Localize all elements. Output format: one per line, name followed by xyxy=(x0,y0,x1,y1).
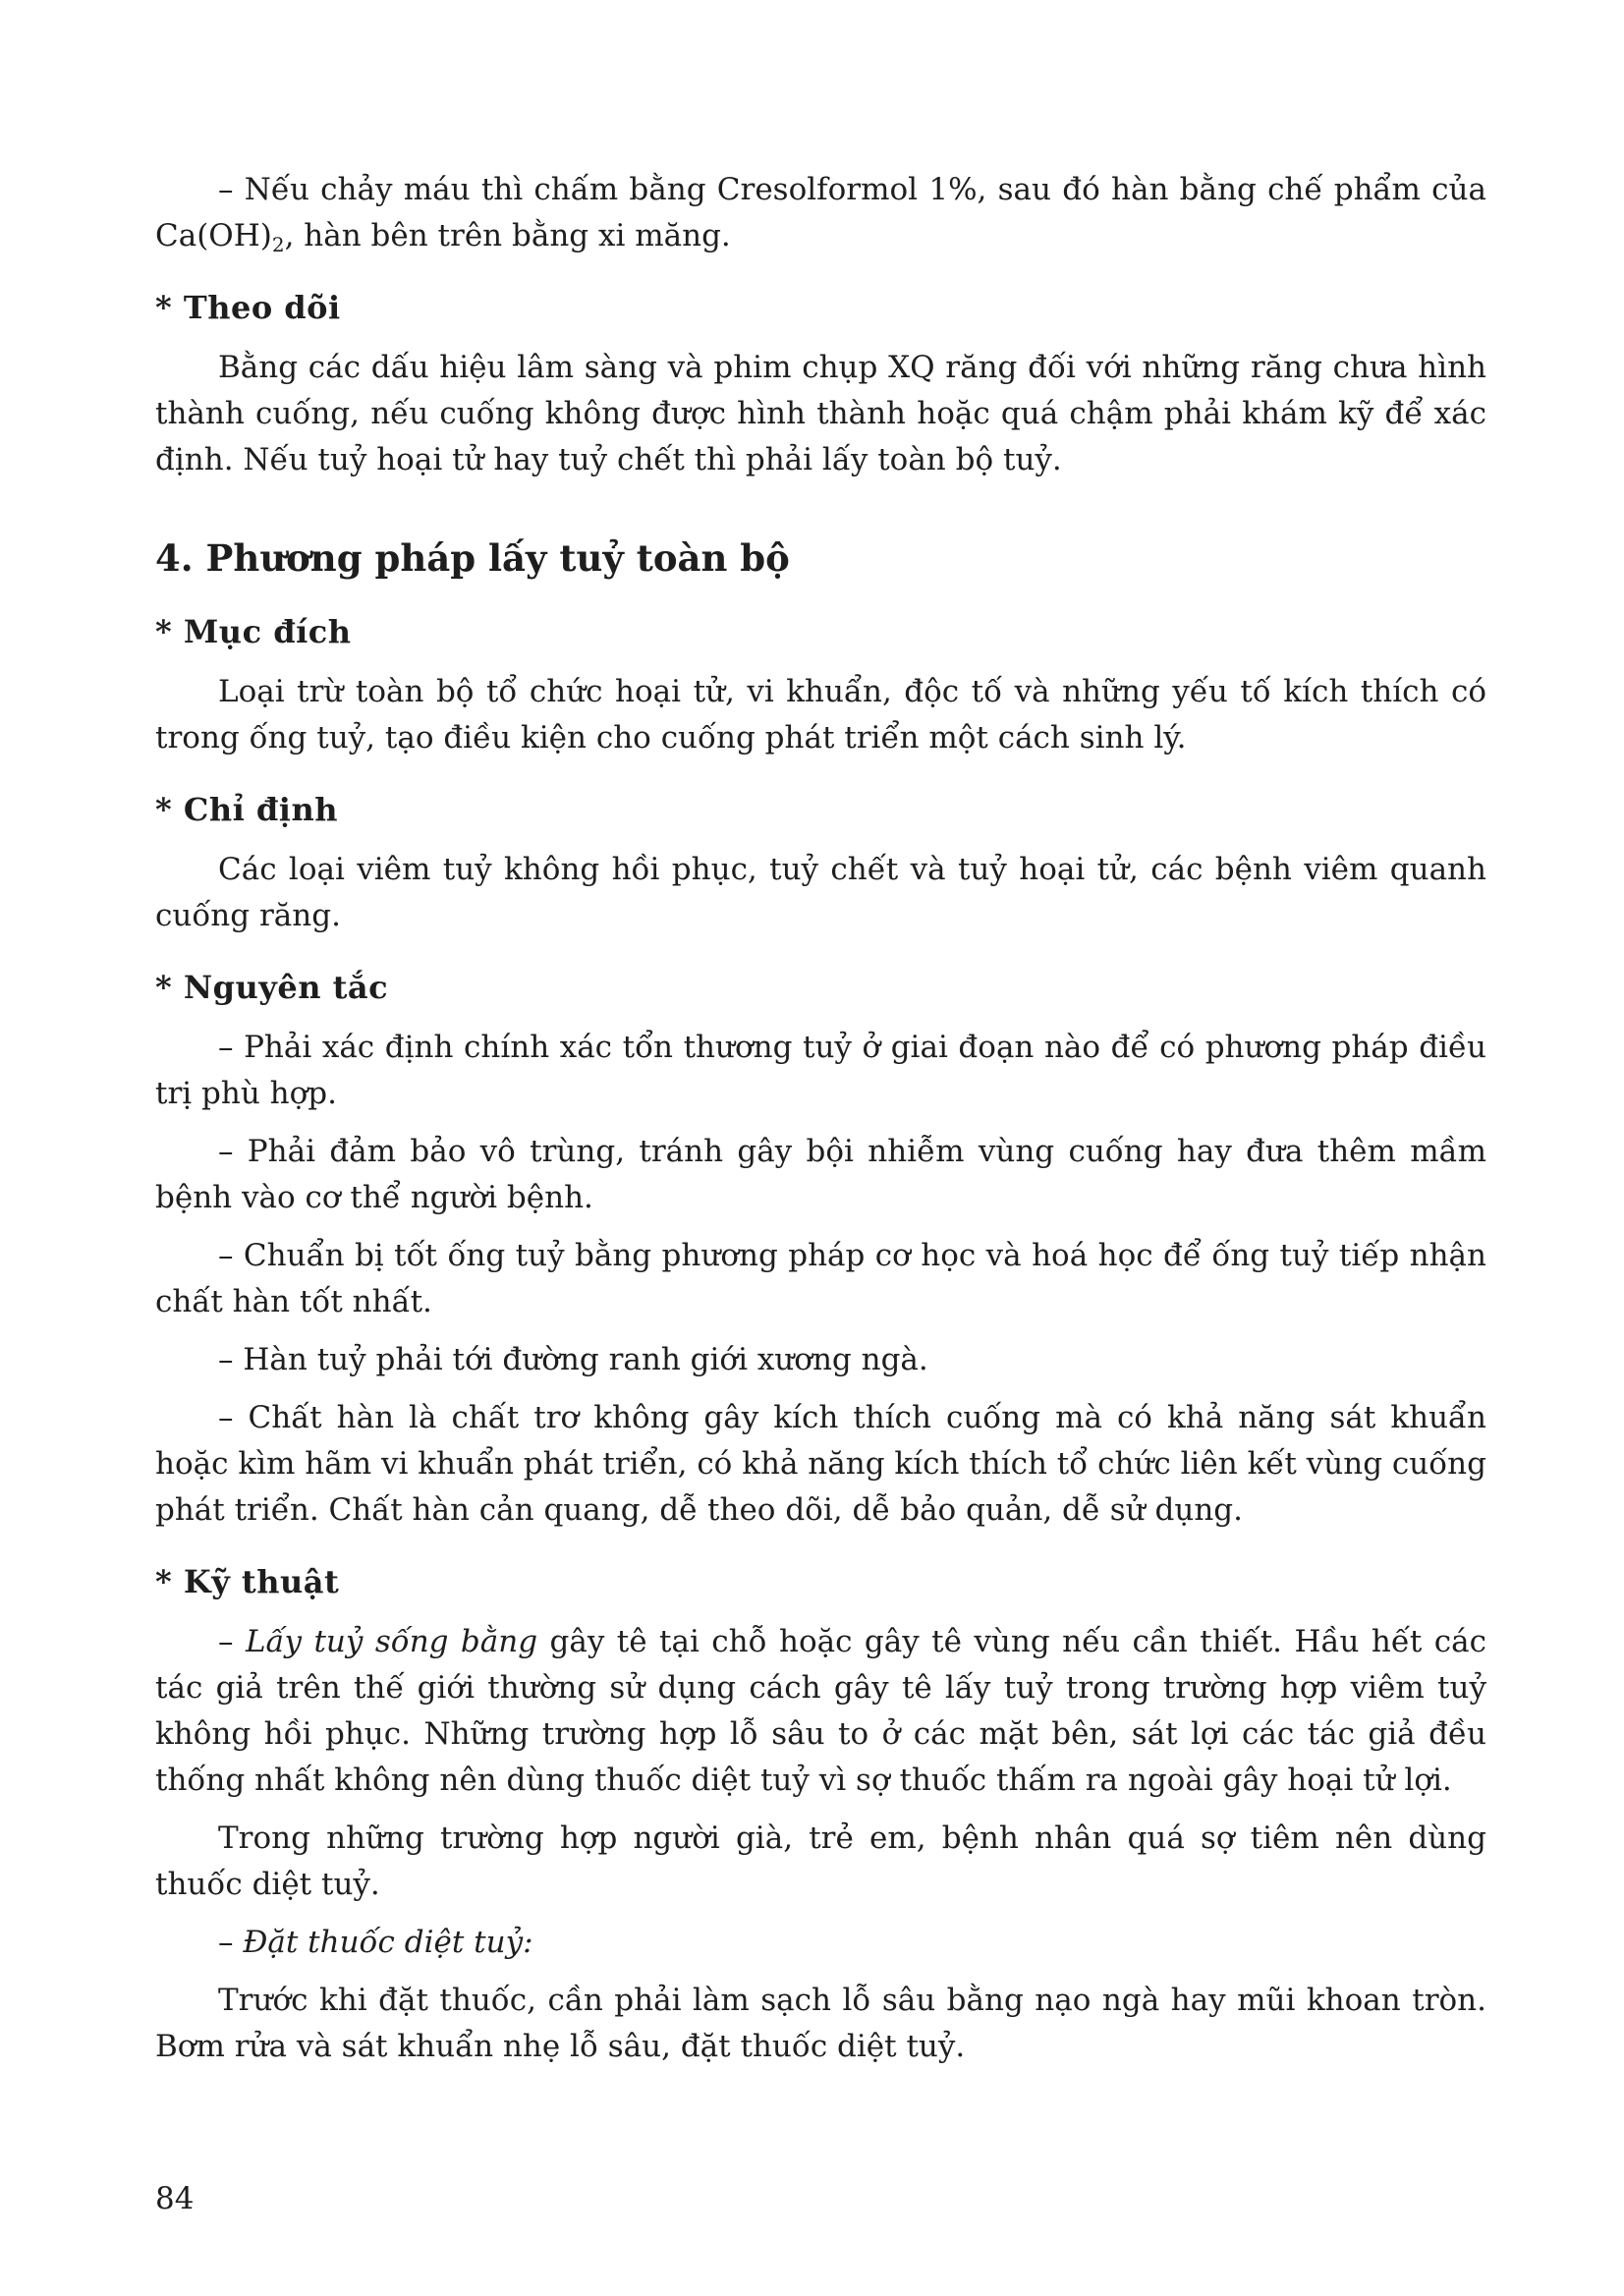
paragraph-ky-thuat-2: Trong những trường hợp người già, trẻ em, bệnh nhân quá sợ tiêm nên dùng thuốc diệt tuỷ. xyxy=(155,1820,1486,1902)
paragraph-chi-dinh: Các loại viêm tuỷ không hồi phục, tuỷ chết và tuỷ hoại tử, các bệnh viêm quanh cuống răng. xyxy=(155,852,1486,933)
paragraph-bleeding-treatment xyxy=(155,167,1486,259)
section-title-4: 4. Phương pháp lấy tuỷ toàn bộ xyxy=(155,536,790,580)
paragraph-ky-thuat-1-part-0: – xyxy=(218,1624,246,1659)
paragraph-ky-thuat-1-part-2: gây tê tại chỗ hoặc gây tê vùng nếu cần thiết. Hầu hết các tác giả trên thế giới thường sử dụng cách gây tê lấy tuỷ trong trường hợp viêm tuỷ không hồi phục. Những trường hợp lỗ sâu to ở các mặt bên, sát lợi các tác giả đều thống nhất không nên dùng thuốc diệt tuỷ vì sợ thuốc thấm ra ngoài gây hoại tử lợi. xyxy=(155,1624,1486,1798)
paragraph-ky-thuat-3-part-1: Đặt thuốc diệt tuỷ: xyxy=(243,1925,533,1960)
paragraph-bleeding-treatment-part-0: – Nếu chảy máu thì chấm bằng Cresolformol 1%, sau đó hàn bằng chế phẩm của Ca(OH) xyxy=(155,172,1486,253)
paragraph-ky-thuat-1-part-1: Lấy tuỷ sống bằng xyxy=(245,1624,538,1659)
paragraph-nguyen-tac-4: – Hàn tuỷ phải tới đường ranh giới xương ngà. xyxy=(218,1342,928,1377)
paragraph-muc-dich: Loại trừ toàn bộ tổ chức hoại tử, vi khuẩn, độc tố và những yếu tố kích thích có trong ống tuỷ, tạo điều kiện cho cuống phát triển một cách sinh lý. xyxy=(155,674,1486,756)
heading-chi-dinh: * Chỉ định xyxy=(155,791,338,828)
heading-nguyen-tac: * Nguyên tắc xyxy=(155,969,389,1006)
paragraph-bleeding-treatment-part-1: 2 xyxy=(271,233,285,256)
paragraph-nguyen-tac-2: – Phải đảm bảo vô trùng, tránh gây bội nhiễm vùng cuống hay đưa thêm mầm bệnh vào cơ thể người bệnh. xyxy=(155,1134,1486,1215)
paragraph-ky-thuat-1 xyxy=(155,1619,1486,1804)
paragraph-nguyen-tac-1: – Phải xác định chính xác tổn thương tuỷ ở giai đoạn nào để có phương pháp điều trị phù hợp. xyxy=(155,1030,1486,1111)
paragraph-nguyen-tac-5: – Chất hàn là chất trơ không gây kích thích cuống mà có khả năng sát khuẩn hoặc kìm hãm vi khuẩn phát triển, có khả năng kích thích tổ chức liên kết vùng cuống phát triển. Chất hàn cản quang, dễ theo dõi, dễ bảo quản, dễ sử dụng. xyxy=(155,1400,1486,1528)
heading-theo-doi: * Theo dõi xyxy=(155,289,341,326)
heading-muc-dich: * Mục đích xyxy=(155,613,352,650)
paragraph-nguyen-tac-3: – Chuẩn bị tốt ống tuỷ bằng phương pháp cơ học và hoá học để ống tuỷ tiếp nhận chất hàn tốt nhất. xyxy=(155,1238,1486,1319)
paragraph-theo-doi: Bằng các dấu hiệu lâm sàng và phim chụp XQ răng đối với những răng chưa hình thành cuống, nếu cuống không được hình thành hoặc quá chậm phải khám kỹ để xác định. Nếu tuỷ hoại tử hay tuỷ chết thì phải lấy toàn bộ tuỷ. xyxy=(155,350,1486,477)
page-content xyxy=(155,167,1486,2070)
paragraph-ky-thuat-3-part-0: – xyxy=(218,1925,244,1960)
page-number: 84 xyxy=(155,2181,195,2216)
paragraph-bleeding-treatment-part-2: , hàn bên trên bằng xi măng. xyxy=(284,218,731,253)
heading-ky-thuat: * Kỹ thuật xyxy=(155,1563,340,1600)
paragraph-ky-thuat-3 xyxy=(155,1920,1486,1966)
paragraph-ky-thuat-4: Trước khi đặt thuốc, cần phải làm sạch lỗ sâu bằng nạo ngà hay mũi khoan tròn. Bơm rửa và sát khuẩn nhẹ lỗ sâu, đặt thuốc diệt tuỷ. xyxy=(155,1983,1486,2064)
